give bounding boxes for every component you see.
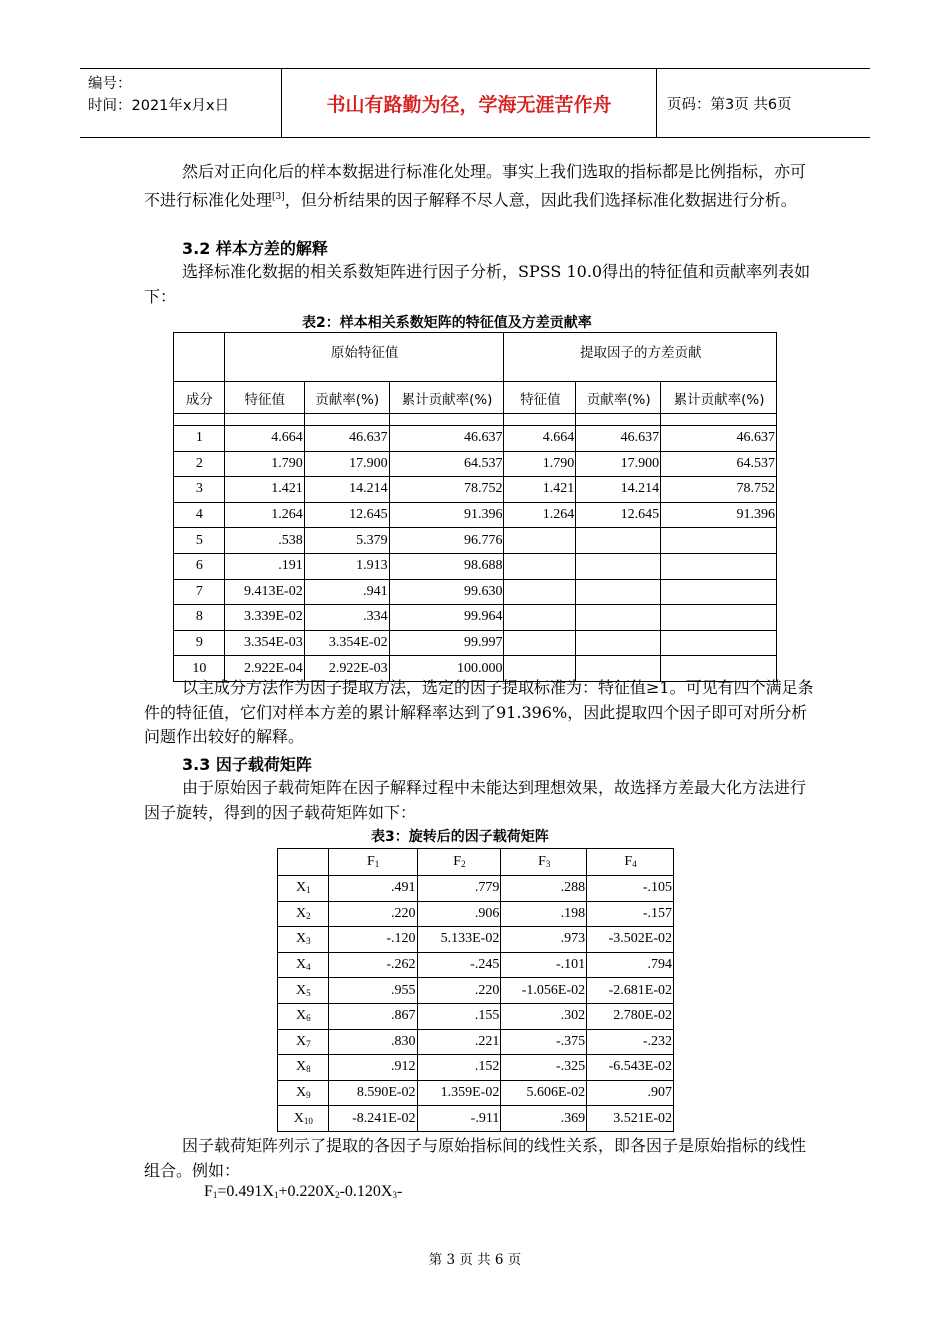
- table2-cell: 64.537: [661, 451, 777, 477]
- table3-row-label: $X_6$: [278, 1003, 329, 1029]
- table2-cell: 91.396: [661, 502, 777, 528]
- table2-cell: 9: [174, 630, 225, 656]
- table-row: [174, 579, 777, 605]
- table2-cell: 1.421: [224, 477, 304, 503]
- header-number: 编号：: [88, 76, 132, 92]
- table3-row-label: $X_7$: [278, 1029, 329, 1055]
- table3-header-row: [278, 849, 674, 876]
- table3-cell: 3.521E-02: [587, 1106, 674, 1132]
- table2-col-header: 特征值: [224, 382, 304, 414]
- table2-cell: 5.379: [304, 528, 389, 554]
- table-row: [278, 901, 674, 927]
- table3-cell: -2.681E-02: [587, 978, 674, 1004]
- table-row: [278, 1055, 674, 1081]
- table2-cell: 46.637: [389, 426, 504, 452]
- table3-row-label: $X_2$: [278, 901, 329, 927]
- paragraph-linear-combination: 因子载荷矩阵列示了提取的各因子与原始指标间的线性关系，即各因子是原始指标的线性组合。例如：: [144, 1136, 807, 1180]
- table-row: [278, 1106, 674, 1132]
- table3-row-label: $X_5$: [278, 978, 329, 1004]
- table3-row-label: $X_9$: [278, 1080, 329, 1106]
- paragraph-standardization: 然后对正向化后的样本数据进行标准化处理。事实上我们选取的指标都是比例指标，亦可不进行标准化处理[3]，但分析结果的因子解释不尽人意，因此我们选择标准化数据进行分析。: [144, 162, 807, 209]
- table2-col-header: 贡献率(%): [576, 382, 661, 414]
- table2-cell: 78.752: [661, 477, 777, 503]
- table3-cell: -1.056E-02: [501, 978, 587, 1004]
- table3-cell: .491: [328, 876, 417, 902]
- paragraph-rotation: 由于原始因子载荷矩阵在因子解释过程中未能达到理想效果，故选择方差最大化方法进行因子旋转，得到的因子载荷矩阵如下：: [144, 778, 807, 822]
- table2-cell: 100.000: [389, 656, 504, 682]
- table3-cell: .220: [417, 978, 501, 1004]
- table3-row-label: $X_1$: [278, 876, 329, 902]
- table-row: [174, 477, 777, 503]
- table2-cell: [504, 630, 576, 656]
- table2-cell: [576, 605, 661, 631]
- table3-cell: -.232: [587, 1029, 674, 1055]
- table3-col-header: $F_1$: [328, 849, 417, 876]
- table2-cell: 4: [174, 502, 225, 528]
- loading-matrix-table: [277, 848, 674, 1132]
- table2-cell: 1.790: [504, 451, 576, 477]
- table2-cell: 10: [174, 656, 225, 682]
- table2-cell: 9.413E-02: [224, 579, 304, 605]
- table2-group-extracted: 提取因子的方差贡献: [504, 333, 777, 382]
- table3-row-label: $X_3$: [278, 927, 329, 953]
- table2-cell: 1.264: [224, 502, 304, 528]
- table3-cell: .221: [417, 1029, 501, 1055]
- table2-corner-cell: [174, 333, 225, 382]
- table2-cell: 12.645: [304, 502, 389, 528]
- table2-cell: 2.922E-03: [304, 656, 389, 682]
- table-row: [278, 1080, 674, 1106]
- table3-cell: .912: [328, 1055, 417, 1081]
- table2-group-original: 原始特征值: [224, 333, 504, 382]
- table2-cell: [576, 528, 661, 554]
- eigenvalue-table: [173, 332, 777, 682]
- table2-cell: 4.664: [504, 426, 576, 452]
- table3-cell: -6.543E-02: [587, 1055, 674, 1081]
- table-row: [278, 1003, 674, 1029]
- table2-cell: 98.688: [389, 553, 504, 579]
- table2-cell: 8: [174, 605, 225, 631]
- table2-cell: [504, 579, 576, 605]
- table2-cell: 12.645: [576, 502, 661, 528]
- table2-cell: [576, 553, 661, 579]
- table3-row-label: $X_{10}$: [278, 1106, 329, 1132]
- table3-cell: .779: [417, 876, 501, 902]
- table2-cell: [661, 528, 777, 554]
- table-row: [174, 502, 777, 528]
- table3-cell: .955: [328, 978, 417, 1004]
- table2-cell: 3: [174, 477, 225, 503]
- table2-cell: 7: [174, 579, 225, 605]
- table2-cell: 3.354E-03: [224, 630, 304, 656]
- table2-cell: 46.637: [304, 426, 389, 452]
- table2-cell: 96.776: [389, 528, 504, 554]
- table2-cell: 46.637: [661, 426, 777, 452]
- table-row: [278, 978, 674, 1004]
- table2-cell: [504, 553, 576, 579]
- table-row: [278, 927, 674, 953]
- table2-cell: 91.396: [389, 502, 504, 528]
- table3-row-label: $X_8$: [278, 1055, 329, 1081]
- table3-cell: .369: [501, 1106, 587, 1132]
- table3-cell: .907: [587, 1080, 674, 1106]
- table3-col-header: $F_4$: [587, 849, 674, 876]
- table3-cell: .155: [417, 1003, 501, 1029]
- table2-cell: 17.900: [576, 451, 661, 477]
- table3-cell: -.325: [501, 1055, 587, 1081]
- table2-cell: .941: [304, 579, 389, 605]
- table2-cell: 1.913: [304, 553, 389, 579]
- table-row: [174, 426, 777, 452]
- table3-cell: .973: [501, 927, 587, 953]
- table2-cell: 14.214: [304, 477, 389, 503]
- table3-cell: 5.133E-02: [417, 927, 501, 953]
- table2-cell: 5: [174, 528, 225, 554]
- table2-cell: 2: [174, 451, 225, 477]
- table2-col-header: 成分: [174, 382, 225, 414]
- table2-cell: .334: [304, 605, 389, 631]
- table3-corner-cell: [278, 849, 329, 876]
- table3-caption: 表3：旋转后的因子载荷矩阵: [371, 829, 549, 845]
- table2-cell: [576, 630, 661, 656]
- table2-cell: [576, 579, 661, 605]
- table2-cell: [661, 579, 777, 605]
- table3-cell: -.157: [587, 901, 674, 927]
- table2-cell: 99.997: [389, 630, 504, 656]
- table2-col-header: 累计贡献率(%): [389, 382, 504, 414]
- table3-cell: .867: [328, 1003, 417, 1029]
- table2-cell: [504, 528, 576, 554]
- table3-cell: -.105: [587, 876, 674, 902]
- table2-cell: [661, 630, 777, 656]
- page-footer: 第 3 页 共 6 页: [428, 1252, 522, 1268]
- table3-cell: -.911: [417, 1106, 501, 1132]
- table3-cell: .288: [501, 876, 587, 902]
- table-row: [174, 451, 777, 477]
- table2-cell: 64.537: [389, 451, 504, 477]
- table2-cell: .538: [224, 528, 304, 554]
- table3-cell: -3.502E-02: [587, 927, 674, 953]
- table3-cell: -.375: [501, 1029, 587, 1055]
- table2-col-header: 累计贡献率(%): [661, 382, 777, 414]
- table-row: [174, 605, 777, 631]
- table3-col-header: $F_2$: [417, 849, 501, 876]
- table3-col-header: $F_3$: [501, 849, 587, 876]
- table-row: [174, 553, 777, 579]
- table3-cell: .830: [328, 1029, 417, 1055]
- paragraph-extraction: 以主成分方法作为因子提取方法，选定的因子提取标准为：特征值≥1。可见有四个满足条件的特征值，它们对样本方差的累计解释率达到了91.396%，因此提取四个因子即可对所分析问题作出较好的解释。: [144, 678, 814, 746]
- citation-ref: [3]: [272, 191, 285, 202]
- table2-caption: 表2：样本相关系数矩阵的特征值及方差贡献率: [302, 315, 592, 331]
- table2-cell: 1.790: [224, 451, 304, 477]
- table2-cell: 2.922E-04: [224, 656, 304, 682]
- table3-cell: -.245: [417, 952, 501, 978]
- table2-col-header: 贡献率(%): [304, 382, 389, 414]
- table3-cell: .152: [417, 1055, 501, 1081]
- table2-cell: 99.964: [389, 605, 504, 631]
- table-row: [278, 876, 674, 902]
- table3-cell: .198: [501, 901, 587, 927]
- header-meta: [80, 69, 282, 137]
- table3-cell: -.101: [501, 952, 587, 978]
- table2-cell: 1.421: [504, 477, 576, 503]
- header-motto: 书山有路勤为径，学海无涯苦作舟: [282, 69, 657, 137]
- table3-cell: .794: [587, 952, 674, 978]
- table3-cell: 8.590E-02: [328, 1080, 417, 1106]
- table2-cell: [661, 605, 777, 631]
- table2-cell: 17.900: [304, 451, 389, 477]
- table2-cell: 3.339E-02: [224, 605, 304, 631]
- table2-cell: 6: [174, 553, 225, 579]
- table3-cell: 1.359E-02: [417, 1080, 501, 1106]
- table3-cell: .220: [328, 901, 417, 927]
- formula-f1: $F_1=0.491X_1+0.220X_2-0.120X_3-$: [204, 1183, 403, 1200]
- table2-col-header: 特征值: [504, 382, 576, 414]
- section-heading-3-2: 3.2 样本方差的解释: [182, 239, 328, 258]
- table2-cell: 3.354E-02: [304, 630, 389, 656]
- table2-cell: 14.214: [576, 477, 661, 503]
- table-row: [174, 528, 777, 554]
- table3-cell: -.262: [328, 952, 417, 978]
- table3-cell: .906: [417, 901, 501, 927]
- table-row: [278, 1029, 674, 1055]
- table3-cell: -8.241E-02: [328, 1106, 417, 1132]
- table2-cell: 46.637: [576, 426, 661, 452]
- table2-cell: 1.264: [504, 502, 576, 528]
- table2-cell: [661, 553, 777, 579]
- table2-cell: [504, 605, 576, 631]
- table3-cell: -.120: [328, 927, 417, 953]
- page-header: [80, 68, 870, 138]
- table3-cell: 2.780E-02: [587, 1003, 674, 1029]
- section-heading-3-3: 3.3 因子载荷矩阵: [182, 755, 312, 774]
- table3-cell: 5.606E-02: [501, 1080, 587, 1106]
- table-row: [278, 952, 674, 978]
- table2-cell: .191: [224, 553, 304, 579]
- header-time: 时间：2021年x月x日: [88, 98, 230, 114]
- table-row: [174, 630, 777, 656]
- table2-cell: 1: [174, 426, 225, 452]
- paragraph-eigen-intro: 选择标准化数据的相关系数矩阵进行因子分析，SPSS 10.0得出的特征值和贡献率列表如下：: [144, 262, 811, 306]
- header-page-info: 页码：第3页 共6页: [667, 96, 792, 113]
- table2-cell: 99.630: [389, 579, 504, 605]
- table3-row-label: $X_4$: [278, 952, 329, 978]
- table2-cell: 4.664: [224, 426, 304, 452]
- table2-cell: 78.752: [389, 477, 504, 503]
- table3-cell: .302: [501, 1003, 587, 1029]
